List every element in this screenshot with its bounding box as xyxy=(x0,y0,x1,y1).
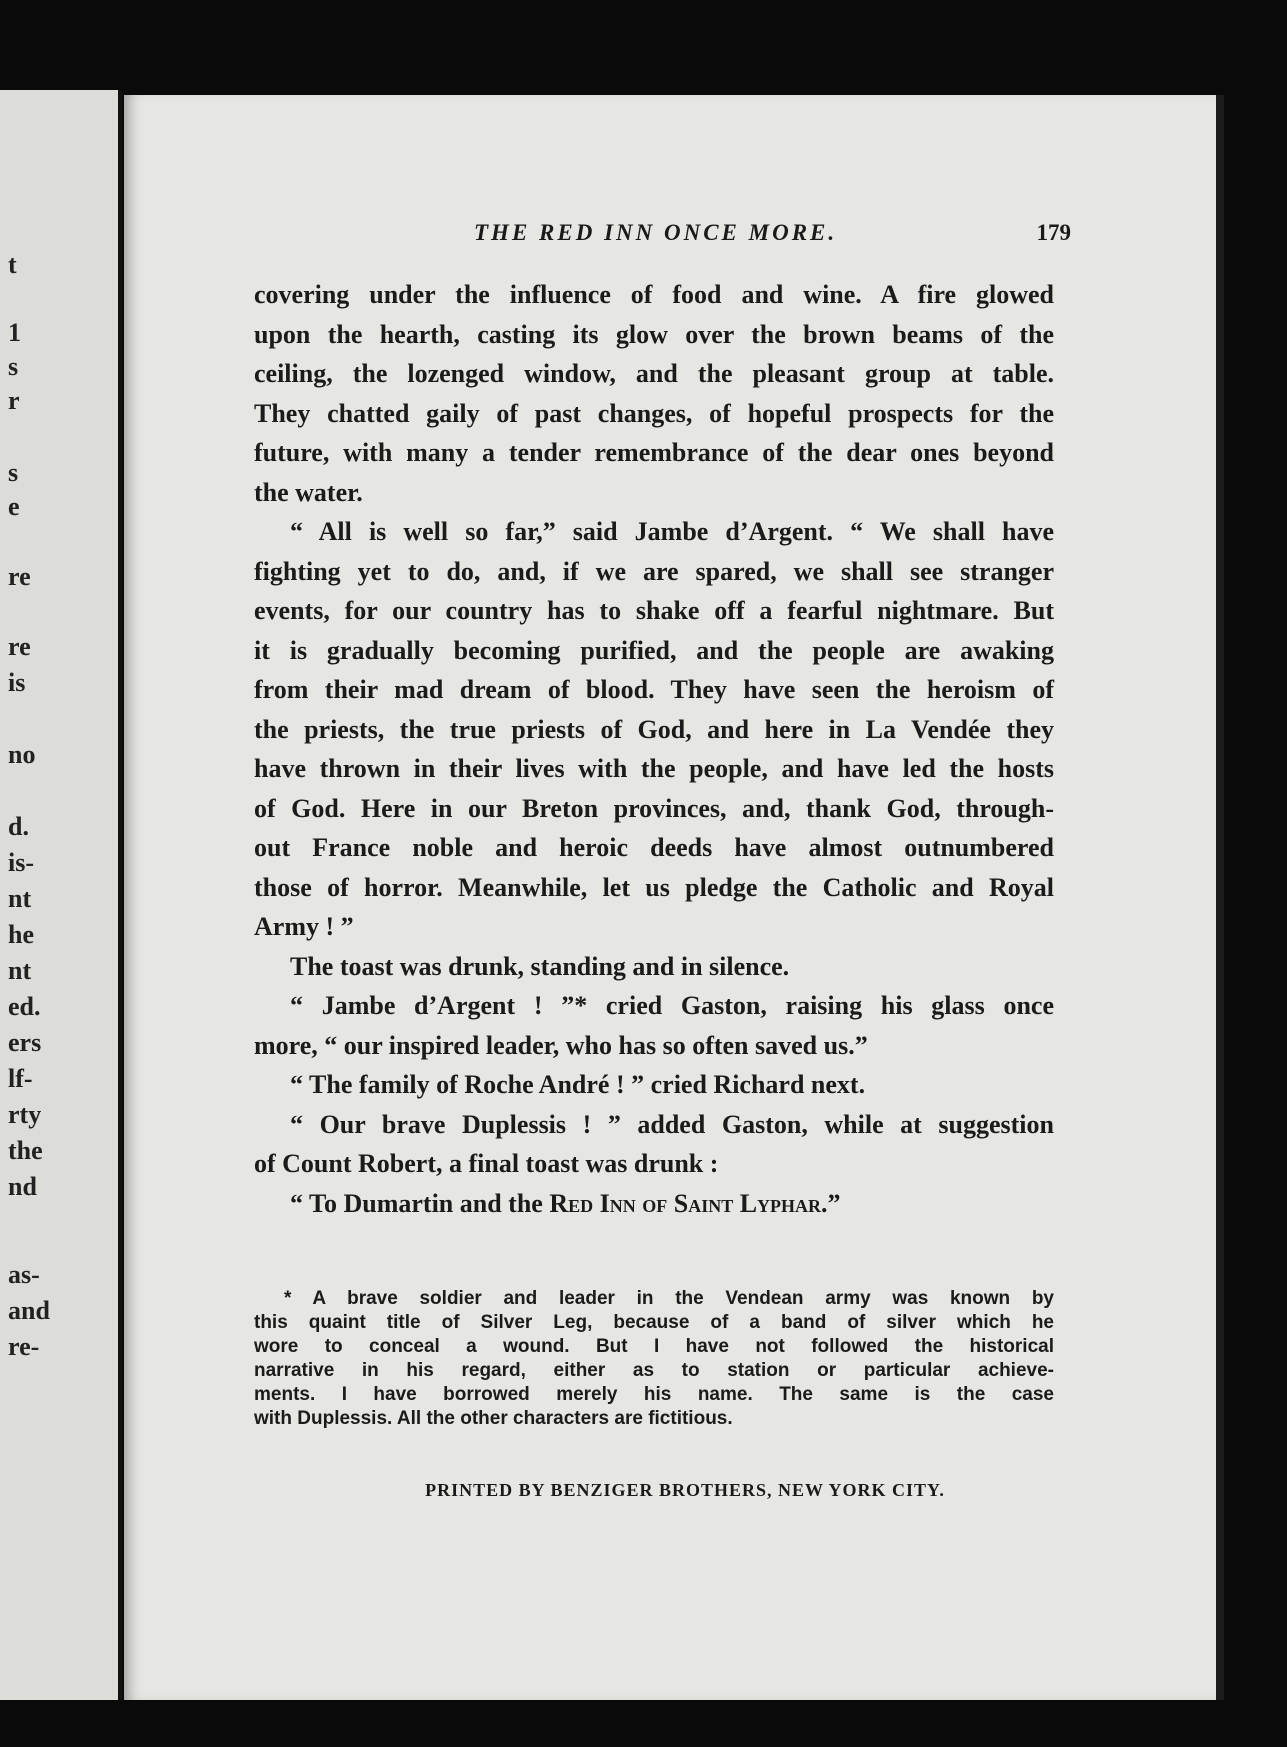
text-line: “ Jambe d’Argent ! ”* cried Gaston, raising his glass once xyxy=(290,991,1054,1020)
text-line: covering under the influence of food and wine. A fire glowed xyxy=(254,280,1054,309)
text-line: out France noble and heroic deeds have almost outnumbered xyxy=(254,833,1054,862)
body-text xyxy=(254,275,1054,1223)
left-fragment: re xyxy=(8,632,31,661)
footnote-line: narrative in his regard, either as to station or particular achieve- xyxy=(254,1360,1054,1381)
left-fragment: r xyxy=(8,386,20,415)
running-head xyxy=(124,220,1216,250)
text-line: The toast was drunk, standing and in silence. xyxy=(290,951,790,981)
text-line: future, with many a tender remembrance of the dear ones beyond xyxy=(254,438,1054,467)
text-line: it is gradually becoming purified, and the people are awaking xyxy=(254,635,1054,665)
left-fragment: s xyxy=(8,352,19,381)
text-line: those of horror. Meanwhile, let us pledge the Catholic and Royal xyxy=(254,872,1054,902)
text-line: events, for our country has to shake off a fearful nightmare. But xyxy=(254,596,1054,625)
footnote-line: * A brave soldier and leader in the Vendean army was known by xyxy=(284,1288,1054,1309)
left-fragment: he xyxy=(8,920,34,949)
paragraph xyxy=(254,1065,1054,1105)
printer-imprint: PRINTED BY BENZIGER BROTHERS, NEW YORK CITY. xyxy=(425,1480,945,1500)
left-fragment: nd xyxy=(8,1172,37,1201)
left-page-edge xyxy=(0,90,122,1700)
inn-name: Red Inn of Saint Lyphar xyxy=(549,1188,822,1218)
book-page xyxy=(124,95,1224,1700)
left-fragment: nt xyxy=(8,884,32,913)
left-fragment: re xyxy=(8,562,31,591)
running-head-title: THE RED INN ONCE MORE. xyxy=(474,220,838,245)
left-fragment: is- xyxy=(8,848,34,877)
text-line: “ The family of Roche André ! ” cried Richard next. xyxy=(290,1070,866,1099)
left-fragment: lf- xyxy=(8,1064,33,1093)
left-fragment: d. xyxy=(8,812,29,841)
left-fragment: s xyxy=(8,458,19,487)
text-line: the water. xyxy=(254,477,363,507)
text-line: “ Our brave Duplessis ! ” added Gaston, while at suggestion xyxy=(290,1109,1054,1139)
left-fragment: e xyxy=(8,492,20,521)
text-line: from their mad dream of blood. They have seen the heroism of xyxy=(254,675,1054,704)
left-fragment: t xyxy=(8,250,17,279)
paragraph xyxy=(254,1184,1054,1224)
left-fragment: ers xyxy=(8,1028,42,1057)
text-line: ceiling, the lozenged window, and the pleasant group at table. xyxy=(254,359,1054,388)
text-line: fighting yet to do, and, if we are spared, we shall see stranger xyxy=(254,556,1054,586)
paragraph xyxy=(254,275,1054,512)
left-fragment: nt xyxy=(8,956,32,985)
page-number: 179 xyxy=(1036,220,1071,245)
text-line: They chatted gaily of past changes, of hopeful prospects for the xyxy=(254,398,1054,428)
paragraph xyxy=(254,947,1054,987)
footnote xyxy=(254,1287,1054,1431)
text-line: “ All is well so far,” said Jambe d’Argent. “ We shall have xyxy=(290,517,1054,546)
text-line: the priests, the true priests of God, and here in La Vendée they xyxy=(254,714,1054,744)
left-fragment: re- xyxy=(8,1332,40,1361)
footnote-line: wore to conceal a wound. But I have not followed the historical xyxy=(254,1336,1054,1357)
paragraph xyxy=(254,512,1054,947)
toast-prefix: “ To Dumartin and the xyxy=(290,1188,550,1218)
toast-suffix: .” xyxy=(821,1188,841,1218)
text-line: have thrown in their lives with the people, and have led the hosts xyxy=(254,754,1054,783)
left-fragment: no xyxy=(8,740,36,769)
text-line: of Count Robert, a final toast was drunk : xyxy=(254,1149,719,1178)
left-fragment: the xyxy=(8,1136,43,1165)
left-fragment: and xyxy=(8,1296,50,1325)
text-line: upon the hearth, casting its glow over the brown beams of the xyxy=(254,319,1054,349)
left-fragment: ed. xyxy=(8,992,41,1021)
text-line: of God. Here in our Breton provinces, and, thank God, through- xyxy=(254,793,1054,823)
footnote-line: with Duplessis. All the other characters are fictitious. xyxy=(254,1408,733,1429)
footnote-line: this quaint title of Silver Leg, because of a band of silver which he xyxy=(254,1312,1054,1333)
text-line: more, “ our inspired leader, who has so often saved us.” xyxy=(254,1030,868,1060)
paragraph xyxy=(254,986,1054,1065)
left-fragment: as- xyxy=(8,1260,40,1289)
left-fragment: rty xyxy=(8,1100,42,1129)
text-line xyxy=(254,1184,1054,1224)
text-line: Army ! ” xyxy=(254,912,354,941)
footnote-line: ments. I have borrowed merely his name. The same is the case xyxy=(254,1384,1054,1405)
left-fragment: is xyxy=(8,668,26,697)
paragraph xyxy=(254,1105,1054,1184)
left-fragment: 1 xyxy=(8,318,21,347)
